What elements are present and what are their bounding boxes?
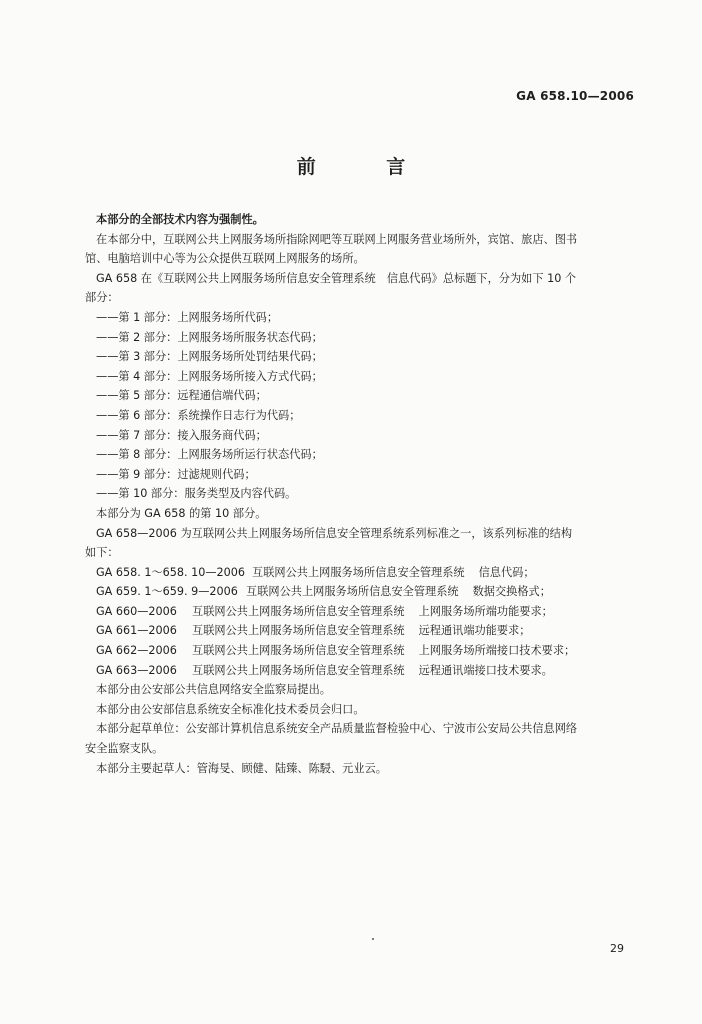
paragraph-definition-line1: 在本部分中，互联网公共上网服务场所指除网吧等互联网上网服务营业场所外，宾馆、旅店、图书 bbox=[96, 232, 578, 246]
paragraph-proposer: 本部分由公安部公共信息网络安全监察局提出。 bbox=[96, 683, 331, 697]
part-list-item: ——第 2 部分：上网服务场所服务状态代码； bbox=[96, 330, 323, 344]
paragraph-series-line2: 如下： bbox=[85, 546, 119, 560]
standard-system: 互联网公共上网服务场所信息安全管理系统 bbox=[246, 585, 459, 599]
standard-system: 互联网公共上网服务场所信息安全管理系统 bbox=[192, 663, 405, 677]
page-number: 29 bbox=[610, 942, 624, 955]
standard-system: 互联网公共上网服务场所信息安全管理系统 bbox=[252, 565, 465, 579]
part-list-item: ——第 7 部分：接入服务商代码； bbox=[96, 428, 267, 442]
part-list-item: ——第 5 部分：远程通信端代码； bbox=[96, 389, 267, 403]
paragraph-definition-line2: 馆、电脑培训中心等为公众提供互联网上网服务的场所。 bbox=[85, 252, 365, 266]
standard-topic: 远程通讯端接口技术要求。 bbox=[418, 663, 553, 677]
paragraph-part-number: 本部分为 GA 658 的第 10 部分。 bbox=[96, 506, 267, 520]
standard-code: GA 662—2006 bbox=[96, 644, 177, 658]
part-list-item: ——第 1 部分：上网服务场所代码； bbox=[96, 310, 279, 324]
paragraph-series-line1: GA 658—2006 为互联网公共上网服务场所信息安全管理系统系列标准之一，该系列标准的结构 bbox=[96, 526, 573, 540]
standard-code: GA 661—2006 bbox=[96, 624, 177, 638]
page-title: 前 言 bbox=[296, 156, 438, 178]
standard-code: GA 663—2006 bbox=[96, 663, 177, 677]
standard-system: 互联网公共上网服务场所信息安全管理系统 bbox=[192, 644, 405, 658]
scan-speck bbox=[372, 938, 374, 940]
part-list-item: ——第 6 部分：系统操作日志行为代码； bbox=[96, 408, 301, 422]
standard-list-item bbox=[96, 641, 636, 661]
paragraph-drafting-unit-line2: 安全监察支队。 bbox=[85, 742, 164, 756]
standard-system: 互联网公共上网服务场所信息安全管理系统 bbox=[192, 604, 405, 618]
paragraph-administrator: 本部分由公安部信息系统安全标准化技术委员会归口。 bbox=[96, 702, 365, 716]
paragraph-parts-intro-line2: 部分： bbox=[85, 291, 119, 305]
part-list-item: ——第 10 部分：服务类型及内容代码。 bbox=[96, 487, 297, 501]
standard-system: 互联网公共上网服务场所信息安全管理系统 bbox=[192, 624, 405, 638]
standard-list-item bbox=[96, 661, 636, 681]
foreword-body bbox=[85, 210, 636, 778]
standard-code: GA 659. 1～659. 9—2006 bbox=[96, 585, 238, 599]
part-list-item: ——第 8 部分：上网服务场所运行状态代码； bbox=[96, 448, 323, 462]
standard-list-item bbox=[96, 563, 636, 583]
standard-topic: 上网服务场所端功能要求； bbox=[418, 604, 553, 618]
part-list-item: ——第 9 部分：过滤规则代码； bbox=[96, 467, 256, 481]
standard-code: GA 658. 1～658. 10—2006 bbox=[96, 565, 246, 579]
standard-code: GA 660—2006 bbox=[96, 604, 177, 618]
paragraph-drafting-unit-line1: 本部分起草单位：公安部计算机信息系统安全产品质量监督检验中心、宁波市公安局公共信息网络 bbox=[96, 722, 578, 736]
paragraph-drafters: 本部分主要起草人：管海旻、顾健、陆臻、陈駸、元业云。 bbox=[96, 761, 387, 775]
standard-topic: 信息代码； bbox=[478, 565, 535, 579]
standard-list-item bbox=[96, 582, 636, 602]
standard-topic: 上网服务场所端接口技术要求； bbox=[418, 644, 576, 658]
standard-number: GA 658.10—2006 bbox=[516, 89, 634, 103]
paragraph-parts-intro-line1: GA 658 在《互联网公共上网服务场所信息安全管理系统 信息代码》总标题下，分为如下 10 个 bbox=[96, 271, 577, 285]
part-list-item: ——第 4 部分：上网服务场所接入方式代码； bbox=[96, 369, 323, 383]
standard-list-item bbox=[96, 602, 636, 622]
paragraph-mandatory: 本部分的全部技术内容为强制性。 bbox=[96, 213, 264, 226]
part-list-item: ——第 3 部分：上网服务场所处罚结果代码； bbox=[96, 350, 323, 364]
standard-topic: 数据交换格式； bbox=[472, 585, 551, 599]
standard-list-item bbox=[96, 621, 636, 641]
standard-topic: 远程通讯端功能要求； bbox=[418, 624, 531, 638]
